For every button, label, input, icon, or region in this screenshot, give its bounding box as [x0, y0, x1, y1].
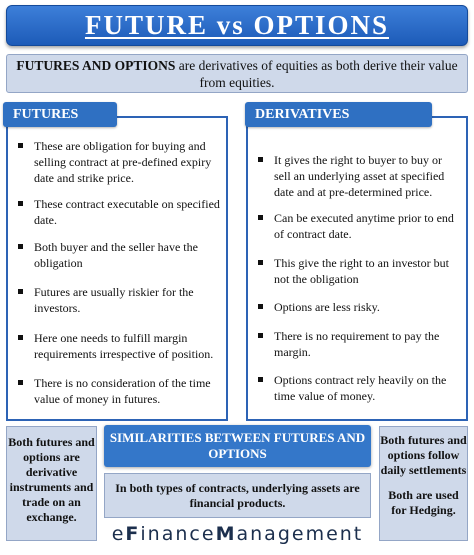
derivatives-bullet: There is no requirement to pay the margin. — [248, 328, 466, 360]
bullet-icon — [258, 260, 263, 265]
similarity-left-text: Both futures and options are derivative instruments and trade on an exchange. — [8, 435, 95, 524]
title-banner — [6, 5, 468, 46]
derivatives-bullet: Can be executed anytime prior to end of contract date. — [248, 210, 466, 242]
bullet-icon — [18, 380, 23, 385]
similarity-right-box — [379, 426, 468, 541]
derivatives-bullet: This give the right to an investor but not the obligation — [248, 255, 466, 287]
similarity-center-box — [104, 473, 371, 518]
bullet-icon — [18, 289, 23, 294]
similarities-heading: SIMILARITIES BETWEEN FUTURES AND OPTIONS — [104, 425, 371, 467]
similarity-center-text: In both types of contracts, underlying assets are financial products. — [115, 481, 360, 510]
derivatives-bullet: Options are less risky. — [248, 299, 466, 315]
bullet-icon — [258, 377, 263, 382]
bullet-icon — [258, 304, 263, 309]
futures-bullet: These are obligation for buying and selling contract at pre-defined expiry date and strike price. — [8, 138, 226, 186]
intro-text: are derivatives of equities as both derive their value from equities. — [175, 58, 458, 90]
futures-bullet: Both buyer and the seller have the obligation — [8, 239, 226, 271]
similarity-left-box — [6, 426, 97, 541]
intro-bold-text: FUTURES AND OPTIONS — [16, 58, 176, 73]
futures-bullet: Futures are usually riskier for the investors. — [8, 284, 226, 316]
bullet-icon — [18, 201, 23, 206]
futures-bullet: Here one needs to fulfill margin requirements irrespective of position. — [8, 330, 226, 362]
bullet-icon — [18, 143, 23, 148]
page-title: FUTURE vs OPTIONS — [84, 10, 390, 40]
intro-box — [6, 54, 468, 93]
futures-heading: FUTURES — [3, 102, 117, 127]
derivatives-panel — [246, 116, 468, 421]
bullet-icon — [258, 215, 263, 220]
derivatives-bullet: It gives the right to buyer to buy or sell an underlying asset at specified date and at pre-determined price. — [248, 152, 466, 200]
derivatives-heading: DERIVATIVES — [245, 102, 432, 127]
bullet-icon — [258, 157, 263, 162]
similarity-right-text-2: Both are used for Hedging. — [388, 488, 459, 517]
futures-panel — [6, 116, 228, 421]
bullet-icon — [18, 244, 23, 249]
bullet-icon — [18, 335, 23, 340]
derivatives-bullet: Options contract rely heavily on the time value of money. — [248, 372, 466, 404]
bullet-icon — [258, 333, 263, 338]
similarity-right-text-1: Both futures and options follow daily settlements — [380, 433, 467, 477]
brand-logo: e F inance M anagement — [111, 523, 364, 545]
futures-bullet: There is no consideration of the time value of money in futures. — [8, 375, 226, 407]
futures-bullet: These contract executable on specified date. — [8, 196, 226, 228]
